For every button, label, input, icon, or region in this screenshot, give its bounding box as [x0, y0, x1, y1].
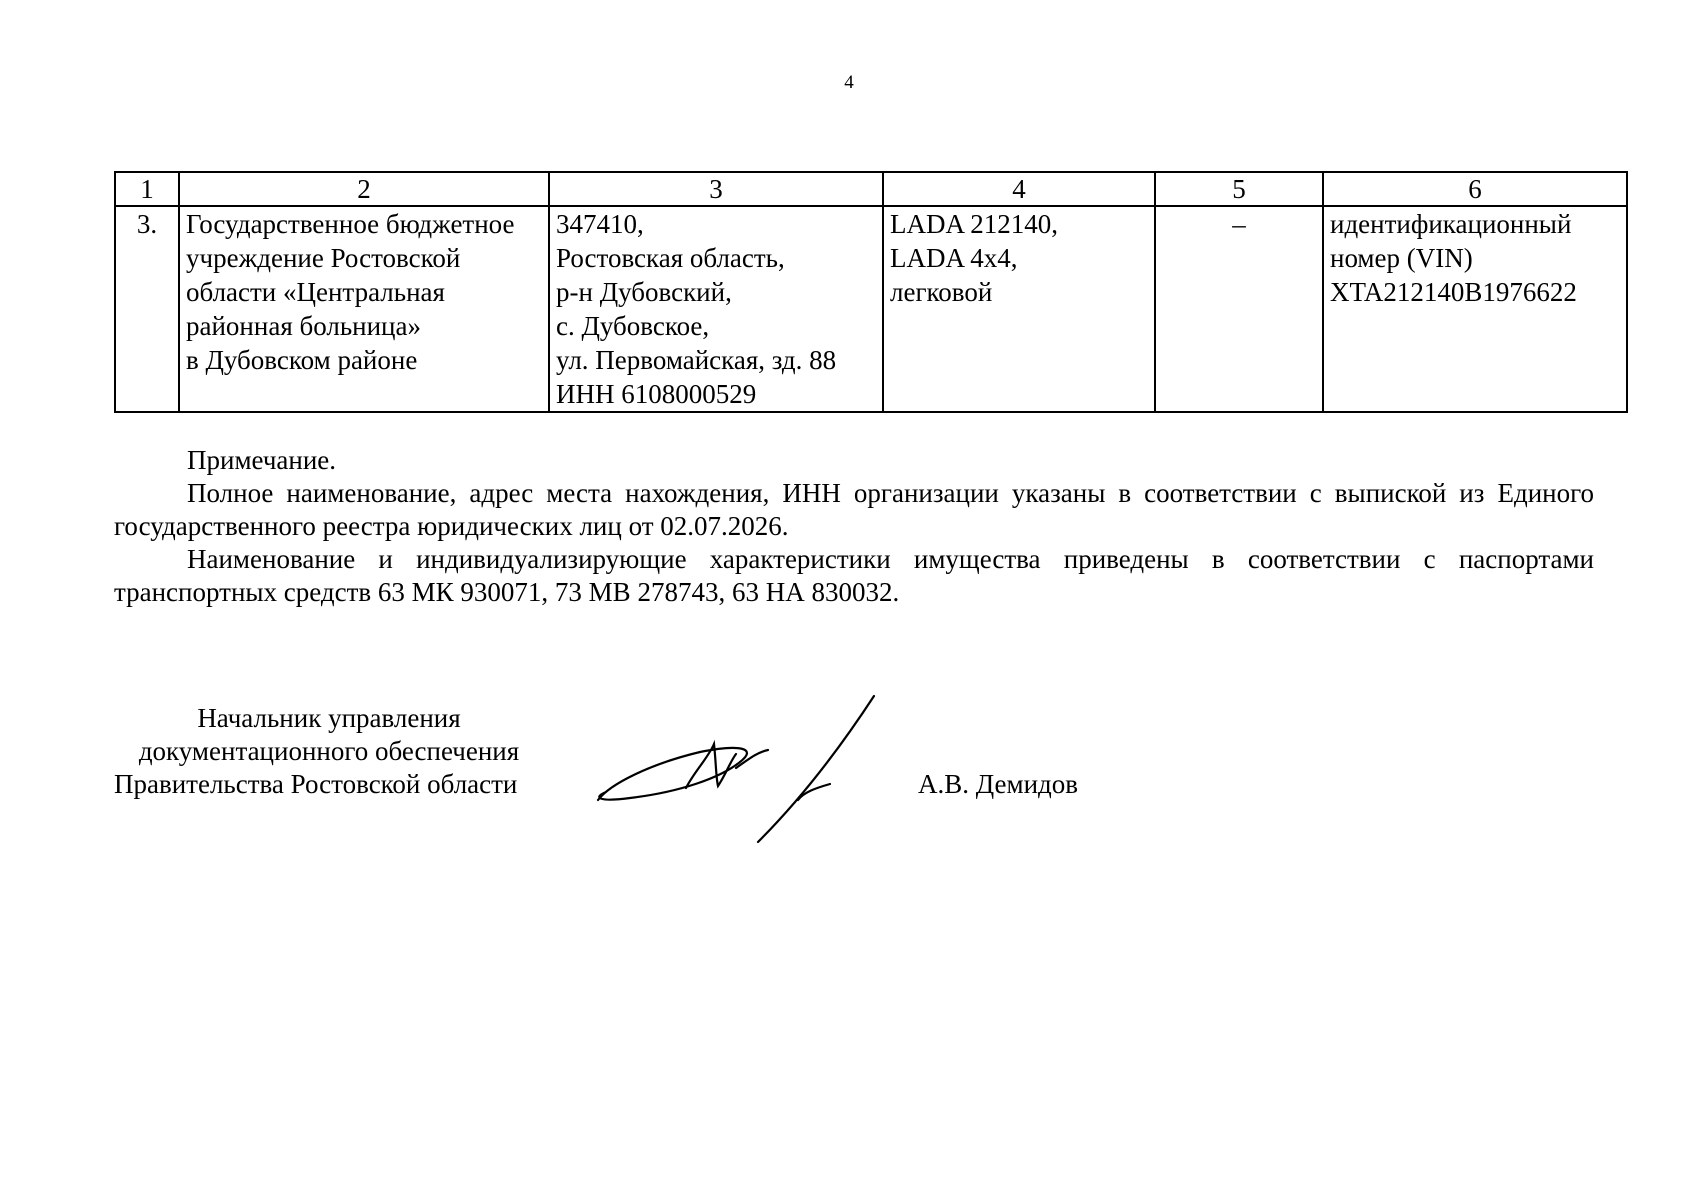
note-paragraph-2: Наименование и индивидуализирующие характеристики имущества приведены в соответствии с паспортами транспортных средств 63 МК 930071, 73 МВ 278743, 63 НА 830032. — [114, 544, 1594, 607]
property-table — [114, 171, 1628, 413]
signer-position-line: Правительства Ростовской области — [114, 769, 518, 799]
organization-cell — [179, 206, 549, 412]
note-paragraph-1: Полное наименование, адрес места нахождения, ИНН организации указаны в соответствии с выпиской из Единого государственного реестра юридических лиц от 02.07.2026. — [114, 478, 1594, 541]
signer-position-line: Начальник управления — [197, 703, 461, 733]
vehicle-line: LADA 212140, — [890, 209, 1058, 239]
header-cell-2: 2 — [179, 172, 549, 206]
address-line: Ростовская область, — [556, 243, 785, 273]
header-cell-3: 3 — [549, 172, 883, 206]
identifier-line: номер (VIN) — [1330, 243, 1473, 273]
table-header-row — [115, 172, 1627, 206]
address-line: с. Дубовское, — [556, 311, 710, 341]
organization-line: учреждение Ростовской — [186, 243, 461, 273]
identifier-cell — [1323, 206, 1627, 412]
header-cell-1: 1 — [115, 172, 179, 206]
signer-position — [114, 702, 544, 801]
row-number-cell: 3. — [115, 206, 179, 412]
signer-name: А.В. Демидов — [918, 769, 1079, 799]
inn-line: ИНН 6108000529 — [556, 379, 757, 409]
address-line: 347410, — [556, 209, 644, 239]
identifier-line: идентификационный — [1330, 209, 1572, 239]
note-title: Примечание. — [187, 445, 337, 475]
header-cell-5: 5 — [1155, 172, 1323, 206]
table-row — [115, 206, 1627, 412]
vehicle-cell — [883, 206, 1155, 412]
vehicle-line: легковой — [890, 277, 993, 307]
handwritten-signature — [590, 688, 890, 848]
vin-value: XTA212140B1976622 — [1330, 277, 1577, 307]
header-cell-4: 4 — [883, 172, 1155, 206]
organization-line: районная больница» — [186, 311, 421, 341]
organization-line: в Дубовском районе — [186, 345, 418, 375]
address-line: р-н Дубовский, — [556, 277, 732, 307]
signer-position-line: документационного обеспечения — [138, 736, 520, 766]
address-line: ул. Первомайская, зд. 88 — [556, 345, 837, 375]
vehicle-line: LADA 4x4, — [890, 243, 1018, 273]
page-number: 4 — [844, 72, 854, 93]
header-cell-6: 6 — [1323, 172, 1627, 206]
organization-line: области «Центральная — [186, 277, 445, 307]
address-cell — [549, 206, 883, 412]
organization-line: Государственное бюджетное — [186, 209, 515, 239]
note-section — [114, 444, 1594, 609]
column-5-cell: – — [1155, 206, 1323, 412]
